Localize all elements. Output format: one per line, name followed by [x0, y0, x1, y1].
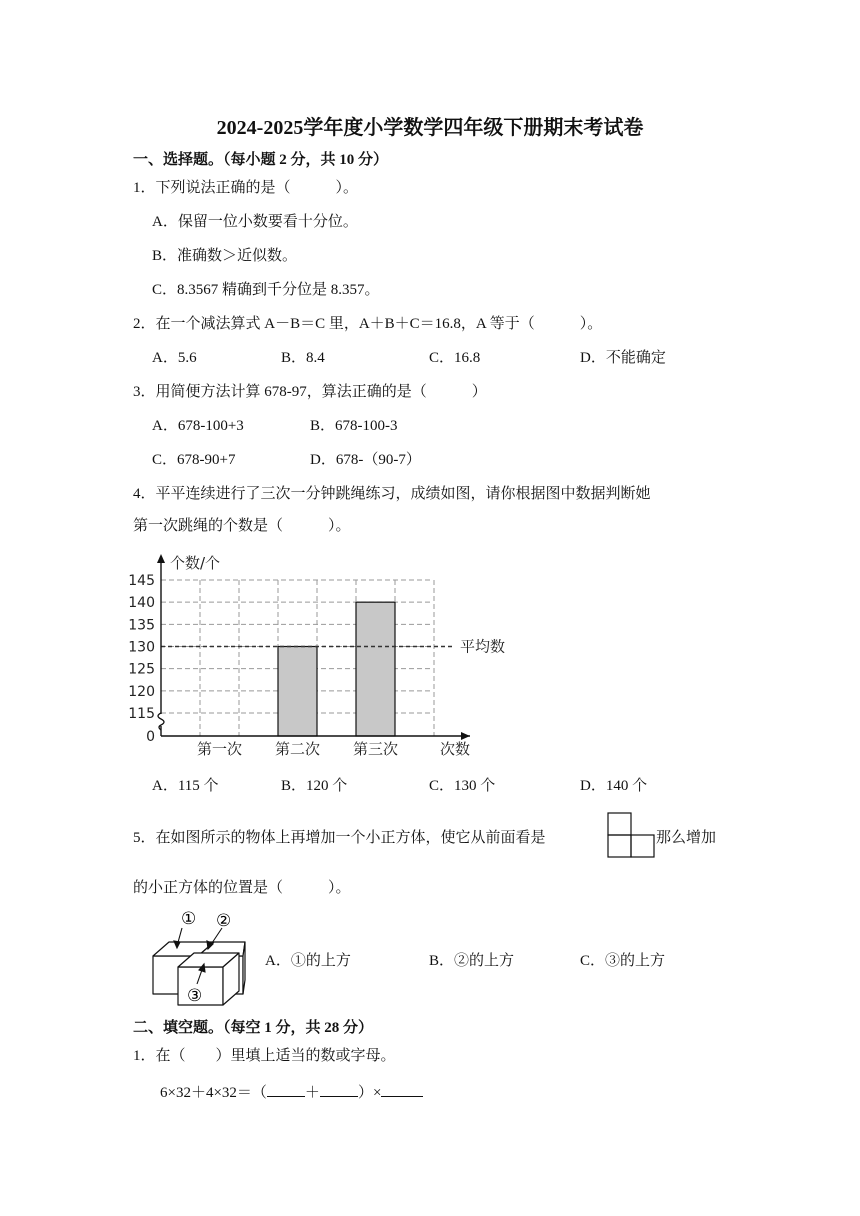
q1-option-a: A．保留一位小数要看十分位。 — [152, 214, 358, 230]
x-axis-arrow — [461, 732, 470, 740]
x-tick-label: 第二次 — [274, 740, 321, 758]
q5-option-b: B．②的上方 — [429, 953, 515, 969]
y-tick-label: 145 — [128, 573, 155, 589]
section1-heading: 一、选择题。（每小题 2 分，共 10 分） — [133, 152, 389, 168]
q1-option-c: C．8.3567 精确到千分位是 8.357。 — [152, 282, 380, 298]
marker-1: ① — [181, 909, 197, 929]
y-tick-label: 115 — [128, 706, 155, 722]
q5-stem-part1: 5．在如图所示的物体上再增加一个小正方体，使它从前面看是 — [133, 830, 546, 846]
y-axis-label: 个数/个 — [170, 554, 221, 572]
y-tick-label: 125 — [128, 661, 155, 678]
q4-option-c: C．130 个 — [429, 778, 496, 794]
q5-option-a: A．①的上方 — [265, 953, 351, 969]
x-axis-label: 次数 — [440, 740, 471, 758]
q1-stem: 1．下列说法正确的是（ ）。 — [133, 180, 359, 196]
y-tick-label: 0 — [146, 729, 155, 745]
front-view-figure — [607, 812, 655, 858]
axis-break-mask — [155, 714, 167, 726]
q4-option-d: D．140 个 — [580, 778, 648, 794]
expr-part-c: ）× — [357, 1085, 382, 1101]
x-tick-label: 第三次 — [352, 740, 399, 758]
q3-option-d: D．678-（90-7） — [310, 452, 421, 468]
q4-stem-line2: 第一次跳绳的个数是（ ）。 — [133, 518, 351, 534]
bar — [278, 647, 317, 737]
y-axis-arrow — [157, 554, 165, 563]
q4-option-b: B．120 个 — [281, 778, 348, 794]
expr-part-b: ＋ — [304, 1085, 320, 1101]
s2-q1-stem: 1．在（ ）里填上适当的数或字母。 — [133, 1048, 396, 1064]
q1-option-b: B．准确数＞近似数。 — [152, 248, 298, 264]
q4-option-a: A．115 个 — [152, 778, 219, 794]
q2-option-b: B．8.4 — [281, 350, 325, 366]
average-label: 平均数 — [460, 637, 506, 656]
q3-option-c: C．678-90+7 — [152, 452, 236, 468]
y-tick-label: 140 — [128, 595, 155, 612]
q4-stem-line1: 4．平平连续进行了三次一分钟跳绳练习，成绩如图，请你根据图中数据判断她 — [133, 486, 651, 502]
y-tick-label: 130 — [128, 639, 155, 656]
bar — [356, 602, 395, 736]
expr-part-a: 6×32＋4×32＝（ — [160, 1085, 267, 1101]
answer-blank-3[interactable] — [381, 1082, 423, 1097]
q3-option-a: A．678-100+3 — [152, 418, 244, 434]
y-tick-label: 120 — [128, 683, 155, 700]
answer-blank-1[interactable] — [267, 1082, 305, 1097]
s2-q1-expression — [160, 1082, 423, 1103]
q5-stem-part2: 那么增加 — [656, 830, 717, 846]
jump-rope-bar-chart — [120, 548, 540, 764]
q3-option-b: B．678-100-3 — [310, 418, 398, 434]
x-tick-label: 第一次 — [196, 740, 243, 758]
q2-option-c: C．16.8 — [429, 350, 481, 366]
q5-stem-line2: 的小正方体的位置是（ ）。 — [133, 880, 351, 896]
answer-blank-2[interactable] — [320, 1082, 358, 1097]
q3-stem: 3．用简便方法计算 678-97，算法正确的是（ ） — [133, 384, 487, 400]
marker-3: ③ — [187, 986, 203, 1006]
exam-title: 2024-2025学年度小学数学四年级下册期末考试卷 — [216, 117, 644, 139]
q2-stem: 2．在一个减法算式 A－B＝C 里，A＋B＋C＝16.8，A 等于（ ）。 — [133, 316, 603, 332]
y-tick-label: 135 — [128, 617, 155, 634]
q2-option-d: D．不能确定 — [580, 350, 666, 366]
section2-heading: 二、填空题。（每空 1 分，共 28 分） — [133, 1020, 374, 1036]
cube-stack-figure — [148, 906, 252, 1006]
q2-option-a: A．5.6 — [152, 350, 197, 366]
marker-2: ② — [216, 911, 232, 931]
q5-option-c: C．③的上方 — [580, 953, 666, 969]
